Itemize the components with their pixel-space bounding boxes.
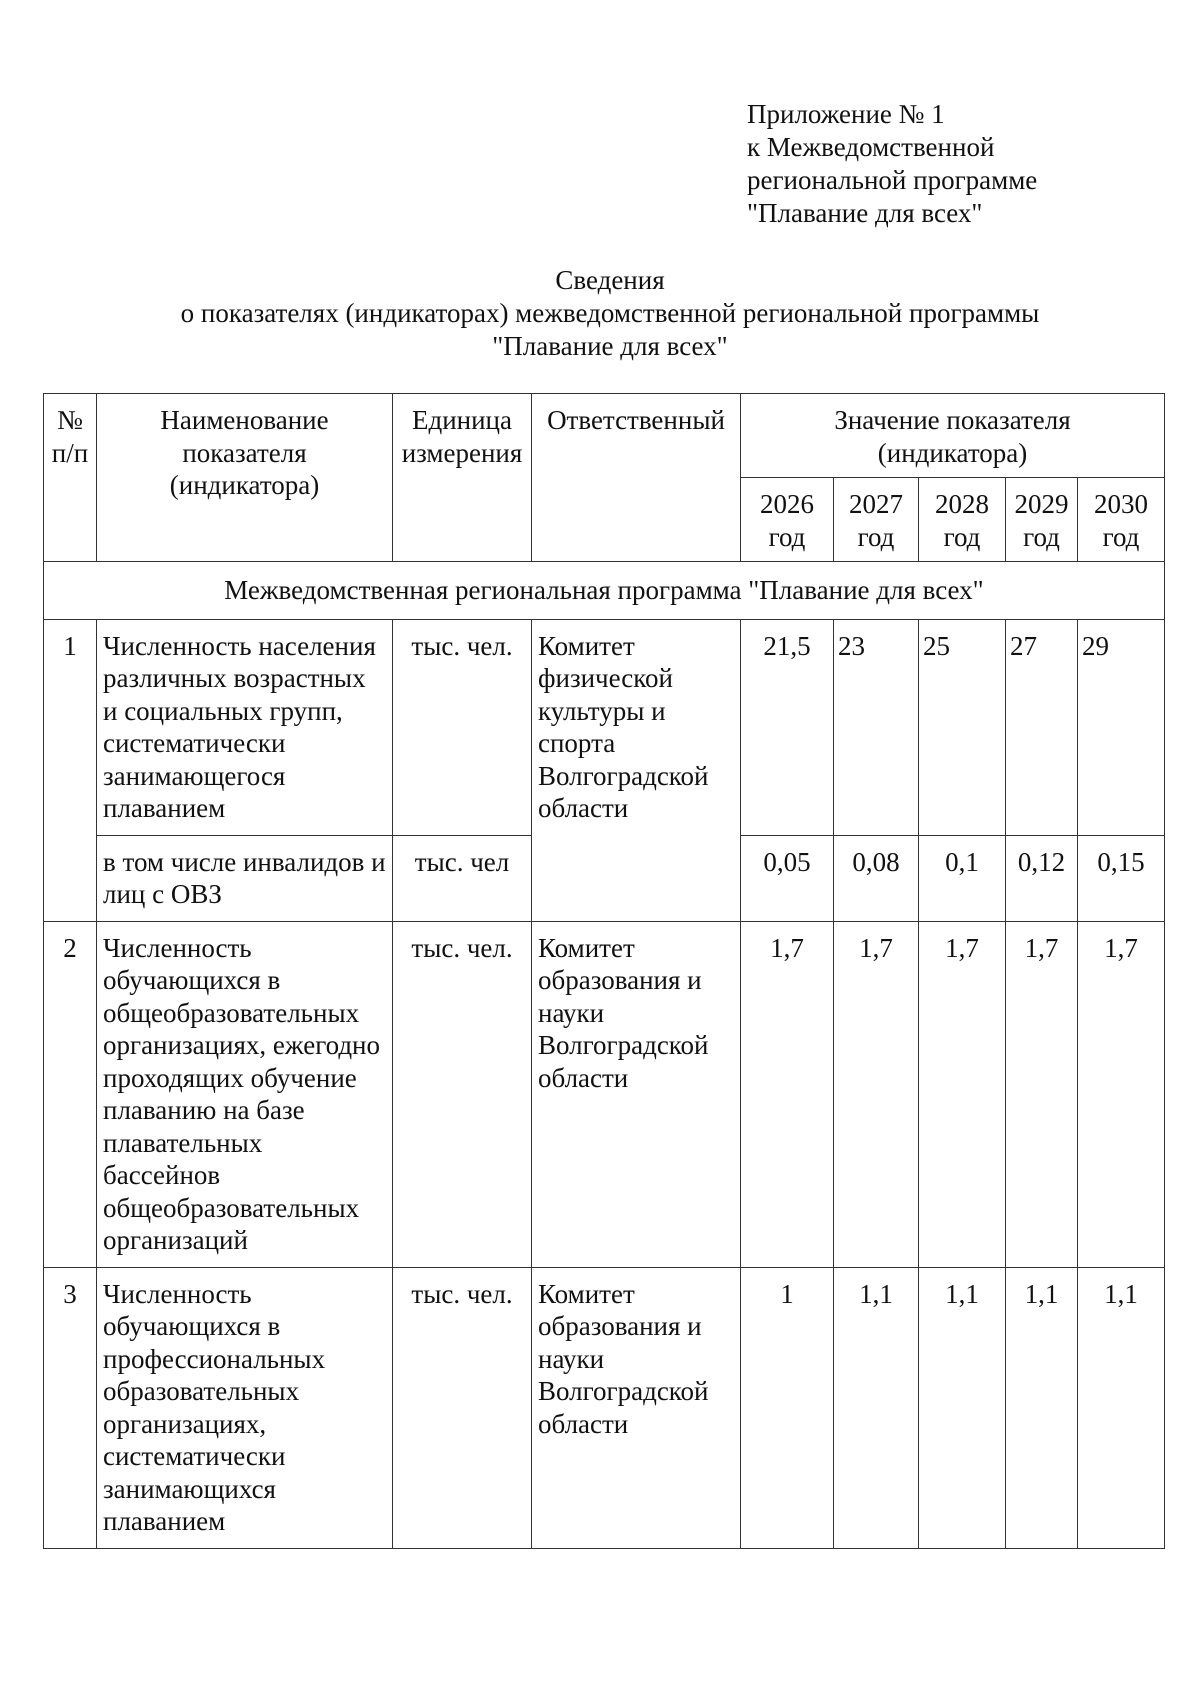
row-value: 1,7 <box>1006 921 1078 1267</box>
row-responsible: Комитет образования и науки Волгоградской области <box>532 921 741 1267</box>
annex-line: "Плавание для всех" <box>747 198 983 228</box>
header-row <box>44 394 1165 478</box>
header-year: 2027 год <box>834 478 919 562</box>
row-number: 3 <box>44 1267 97 1548</box>
indicators-table <box>43 393 1165 1549</box>
title-line: Сведения <box>555 265 665 295</box>
header-responsible: Ответственный <box>532 394 741 562</box>
row-value: 0,1 <box>919 835 1006 921</box>
row-value: 0,12 <box>1006 835 1078 921</box>
header-value: Значение показателя (индикатора) <box>741 394 1165 478</box>
header-number: № п/п <box>44 394 97 562</box>
row-value: 0,08 <box>834 835 919 921</box>
row-unit: тыс. чел. <box>393 1267 532 1548</box>
header-year: 2026 год <box>741 478 834 562</box>
annex-header <box>747 98 1037 230</box>
row-name: Численность населения различных возрастных и социальных групп, систематически занимающегося плаванием <box>97 619 393 835</box>
section-row <box>44 562 1165 620</box>
row-unit: тыс. чел <box>393 835 532 921</box>
row-number: 1 <box>44 619 97 921</box>
header-year: 2030 год <box>1078 478 1165 562</box>
row-value: 1,7 <box>919 921 1006 1267</box>
row-unit: тыс. чел. <box>393 921 532 1267</box>
row-responsible: Комитет физической культуры и спорта Волгоградской области <box>532 619 741 921</box>
row-value: 21,5 <box>741 619 834 835</box>
row-value: 1,7 <box>834 921 919 1267</box>
row-responsible: Комитет образования и науки Волгоградской области <box>532 1267 741 1548</box>
title-line: "Плавание для всех" <box>492 331 728 361</box>
title-line: о показателях (индикаторах) межведомственной региональной программы <box>180 298 1040 328</box>
row-value: 23 <box>834 619 919 835</box>
table-row <box>44 921 1165 1267</box>
annex-line: региональной программе <box>747 165 1038 195</box>
annex-line: Приложение № 1 <box>747 99 945 129</box>
row-value: 1,1 <box>834 1267 919 1548</box>
header-year: 2029 год <box>1006 478 1078 562</box>
row-value: 1,1 <box>1078 1267 1165 1548</box>
table-row <box>44 1267 1165 1548</box>
row-value: 27 <box>1006 619 1078 835</box>
header-unit: Единица измерения <box>393 394 532 562</box>
annex-line: к Межведомственной <box>747 132 995 162</box>
row-value: 0,05 <box>741 835 834 921</box>
document-title <box>0 264 1200 363</box>
row-name: Численность обучающихся в профессиональных образовательных организациях, систематически занимающихся плаванием <box>97 1267 393 1548</box>
table-row <box>44 619 1165 835</box>
row-value: 29 <box>1078 619 1165 835</box>
row-value: 25 <box>919 619 1006 835</box>
row-unit: тыс. чел. <box>393 619 532 835</box>
row-name: Численность обучающихся в общеобразовательных организациях, ежегодно проходящих обучение плаванию на базе плавательных бассейнов общеобразовательных организаций <box>97 921 393 1267</box>
header-year: 2028 год <box>919 478 1006 562</box>
row-value: 1,1 <box>919 1267 1006 1548</box>
header-name: Наименование показателя (индикатора) <box>97 394 393 562</box>
row-value: 1 <box>741 1267 834 1548</box>
row-number: 2 <box>44 921 97 1267</box>
row-value: 1,7 <box>741 921 834 1267</box>
row-value: 1,7 <box>1078 921 1165 1267</box>
row-value: 1,1 <box>1006 1267 1078 1548</box>
row-name: в том числе инвалидов и лиц с ОВЗ <box>97 835 393 921</box>
section-title: Межведомственная региональная программа "Плавание для всех" <box>44 562 1165 620</box>
row-value: 0,15 <box>1078 835 1165 921</box>
